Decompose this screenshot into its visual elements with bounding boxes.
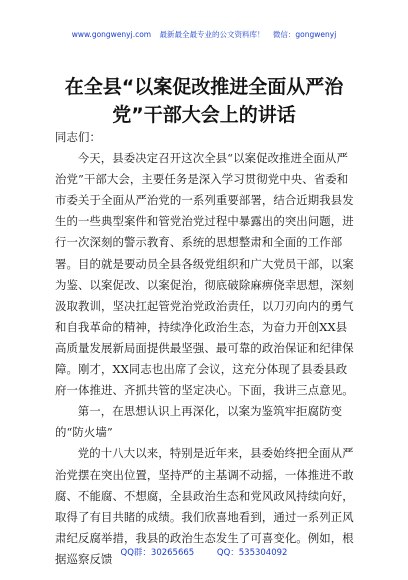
document-title: 在全县“以案促改推进全面从严治党”干部大会上的讲话 xyxy=(64,76,344,126)
paragraph-section-1: 党的十八大以来，特别是近年来，县委始终把全面从严治党摆在突出位置，坚持严的主基调不动摇，一体推进不敢腐、不能腐、不想腐，全县政治生态和党风政风持续向好，取得了有目共睹的成绩。我们欣喜地看到，通过一系列正风肃纪反腐举措，我县的政治生态发生了可喜变化。例如，根据巡察反馈 xyxy=(55,446,354,566)
document-body xyxy=(55,127,355,570)
paragraph-intro: 今天，县委决定召开这次全县“以案促改推进全面从严治党”干部大会，主要任务是深入学习贯彻党中央、省委和市委关于全面从严治党的一系列重要部署，结合近期我县发生的一些典型案件和管党治党过程中暴露出的突出问题，进行一次深刻的警示教育、系统的思想整肃和全面的工作部署。目的就是要动员全县各级党组织和广大党员干部，以案为鉴、以案促改、以案促治，彻底破除麻痹侥幸思想，深刻汲取教训，坚决扛起管党治党政治责任，以刀刃向内的勇气和自我革命的精神，持续净化政治生态，为奋力开创XX县高质量发展新局面提供最坚强、最可靠的政治保证和纪律保障。刚才，XX同志也出席了会议，这充分体现了县委县政府一体推进、齐抓共管的坚定决心。下面，我讲三点意见。 xyxy=(55,151,354,398)
salutation: 同志们： xyxy=(55,130,101,144)
site-url-link[interactable]: www.gongwenyj.com xyxy=(71,30,152,39)
qq-group: QQ群：30265665 xyxy=(120,548,195,558)
qq-contact: QQ：535304092 xyxy=(216,548,288,558)
site-slogan: 最新最全最专业的公文资料库！ xyxy=(159,30,265,39)
wechat-id: 微信：gongwenyj xyxy=(272,30,337,39)
site-header xyxy=(0,29,408,40)
page-footer xyxy=(0,546,408,558)
section-heading-1: 第一，在思想认识上再深化，以案为鉴筑牢拒腐防变的“防火墙” xyxy=(55,404,343,440)
